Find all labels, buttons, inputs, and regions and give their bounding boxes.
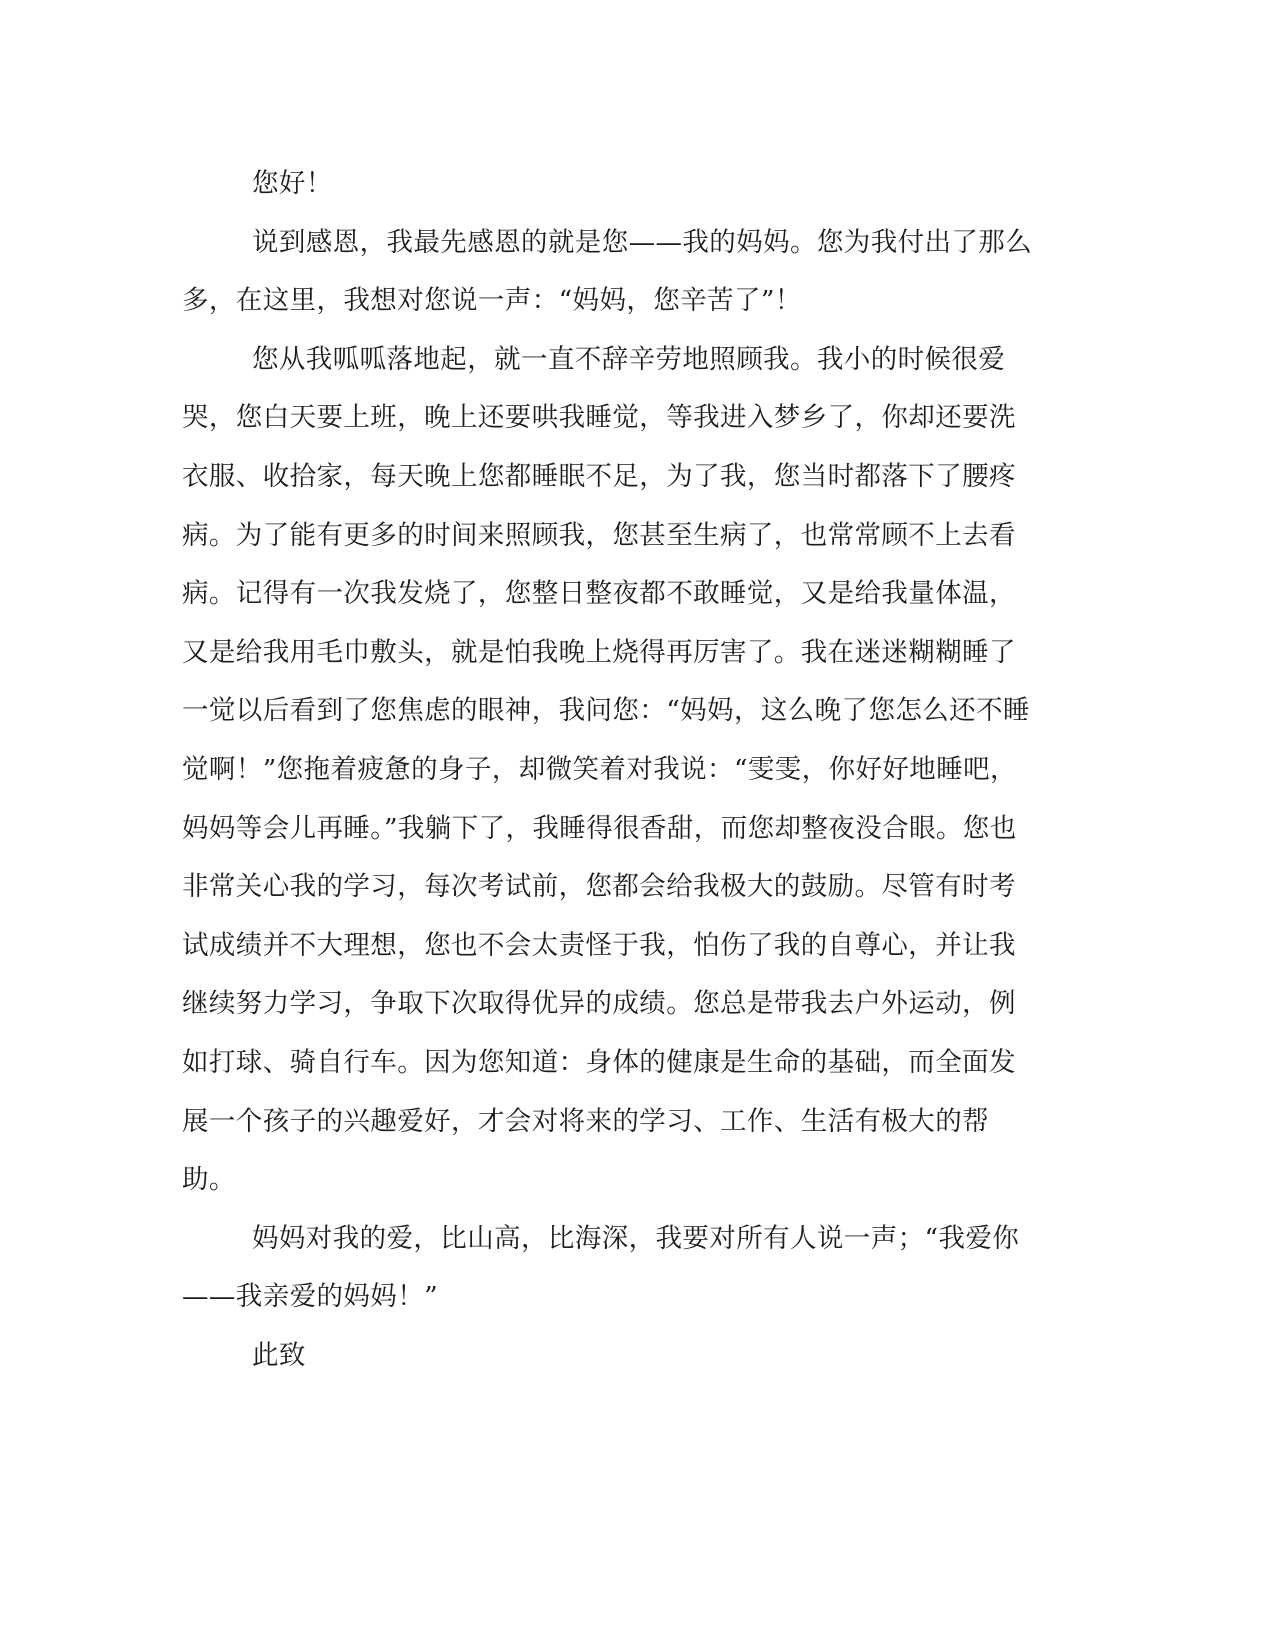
letter-greeting: 您好！: [252, 168, 333, 199]
letter-paragraph-3: 妈妈对我的爱，比山高，比海深，我要对所有人说一声；“我爱你——我亲爱的妈妈！”: [182, 1222, 1020, 1313]
letter-paragraph-2: 您从我呱呱落地起，就一直不辞辛劳地照顾我。我小的时候很爱哭，您白天要上班，晚上还要哄我睡觉，等我进入梦乡了，你却还要洗衣服、收拾家，每天晚上您都睡眠不足，为了我，您当时都落下了腰疼病。为了能有更多的时间来照顾我，您甚至生病了，也常常顾不上去看病。记得有一次我发烧了，您整日整夜都不敢睡觉，又是给我量体温，又是给我用毛巾敷头，就是怕我晚上烧得再厉害了。我在迷迷糊糊睡了一觉以后看到了您焦虑的眼神，我问您：“妈妈，这么晚了您怎么还不睡觉啊！”您拖着疲惫的身子，却微笑着对我说：“雯雯，你好好地睡吧，妈妈等会儿再睡。”我躺下了，我睡得很香甜，而您却整夜没合眼。您也非常关心我的学习，每次考试前，您都会给我极大的鼓励。尽管有时考试成绩并不大理想，您也不会太责怪于我，怕伤了我的自尊心，并让我继续努力学习，争取下次取得优异的成绩。您总是带我去户外运动，例如打球、骑自行车。因为您知道：身体的健康是生命的基础，而全面发展一个孩子的兴趣爱好，才会对将来的学习、工作、生活有极大的帮助。: [182, 343, 1030, 1196]
letter-paragraph-1: 说到感恩，我最先感恩的就是您——我的妈妈。您为我付出了那么多，在这里，我想对您说一声：“妈妈，您辛苦了”！: [182, 226, 1033, 317]
letter-body: [182, 155, 1042, 1385]
letter-closing: 此致: [252, 1339, 306, 1371]
